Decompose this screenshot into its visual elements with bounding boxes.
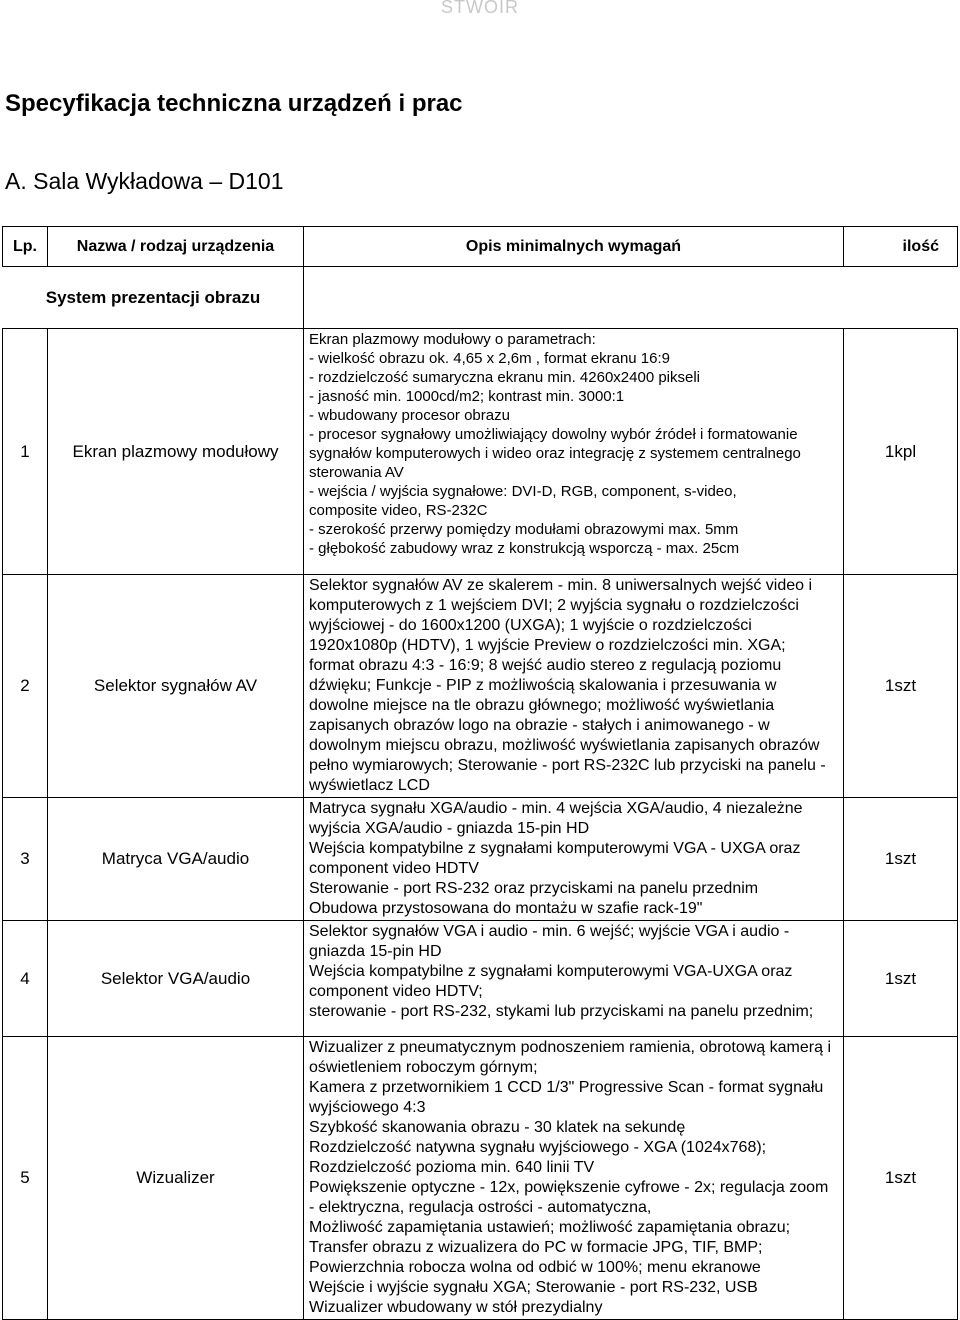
description-line: sterowanie - port RS-232, stykami lub przyciskami na panelu przednim; [309, 1003, 814, 1020]
description-line: Wejścia kompatybilne z sygnałami komputerowymi VGA-UXGA oraz [309, 963, 793, 980]
table-row [3, 921, 958, 1037]
row-quantity: 1szt [844, 575, 958, 798]
description-line: - jasność min. 1000cd/m2; kontrast min. 3000:1 [309, 388, 625, 405]
spec-table [2, 226, 958, 1320]
header-lp: Lp. [3, 227, 48, 267]
table-row [3, 329, 958, 575]
description-line: - elektryczna, regulacja ostrości - automatyczna, [309, 1199, 652, 1216]
description-line: Powiększenie optyczne - 12x, powiększenie cyfrowe - 2x; regulacja zoom [309, 1179, 829, 1196]
description-line: - procesor sygnałowy umożliwiający dowolny wybór źródeł i formatowanie [309, 426, 798, 443]
description-line: - wejścia / wyjścia sygnałowe: DVI-D, RGB, component, s-video, [309, 483, 737, 500]
row-description [304, 798, 844, 921]
description-line: - głębokość zabudowy wraz z konstrukcją wsporczą - max. 25cm [309, 540, 740, 557]
description-line: Możliwość zapamiętania ustawień; możliwość zapamiętania obrazu; [309, 1219, 791, 1236]
row-description [304, 329, 844, 575]
table-row [3, 1037, 958, 1320]
page-subtitle: A. Sala Wykładowa – D101 [5, 168, 284, 194]
page-title: Specyfikacja techniczna urządzeń i prac [5, 90, 463, 117]
header-qty: ilość [844, 227, 958, 267]
description-line: dowolne miejsce na tle obrazu głównego; możliwość wyświetlania [309, 697, 775, 714]
row-description [304, 921, 844, 1037]
description-line: Wejście i wyjście sygnału XGA; Sterowanie - port RS-232, USB [309, 1279, 758, 1296]
description-line: Transfer obrazu z wizualizera do PC w formacie JPG, TIF, BMP; [309, 1239, 763, 1256]
description-line: wyjściowego 4:3 [309, 1099, 426, 1116]
description-line: komputerowych z 1 wejściem DVI; 2 wyjścia sygnału o rozdzielczości [309, 597, 799, 614]
watermark: STWOIR [441, 0, 519, 17]
description-line: Ekran plazmowy modułowy o parametrach: [309, 331, 596, 348]
row-quantity: 1szt [844, 921, 958, 1037]
description-line: format obrazu 4:3 - 16:9; 8 wejść audio stereo z regulacją poziomu [309, 657, 782, 674]
description-line: Wizualizer wbudowany w stół prezydialny [309, 1299, 603, 1316]
description-line: sterowania AV [309, 464, 404, 481]
row-number: 3 [3, 798, 48, 921]
row-quantity: 1kpl [844, 329, 958, 575]
description-line: Matryca sygnału XGA/audio - min. 4 wejścia XGA/audio, 4 niezależne [309, 800, 803, 817]
row-number: 1 [3, 329, 48, 575]
description-line: Kamera z przetwornikiem 1 CCD 1/3" Progressive Scan - format sygnału [309, 1079, 824, 1096]
row-number: 4 [3, 921, 48, 1037]
row-device-name: Selektor VGA/audio [48, 921, 304, 1037]
description-line: sygnałów komputerowych i wideo oraz integrację z systemem centralnego [309, 445, 801, 462]
header-desc: Opis minimalnych wymagań [304, 227, 844, 267]
description-line: wyświetlacz LCD [309, 777, 430, 794]
description-line: Sterowanie - port RS-232 oraz przyciskami na panelu przednim [309, 880, 759, 897]
description-line: Powierzchnia robocza wolna od odbić w 100%; menu ekranowe [309, 1259, 761, 1276]
description-line: zapisanych obrazów logo na obrazie - stałych i animowanego - w [309, 717, 770, 734]
description-line: composite video, RS-232C [309, 502, 488, 519]
description-line: - rozdzielczość sumaryczna ekranu min. 4260x2400 pikseli [309, 369, 701, 386]
table-row [3, 575, 958, 798]
description-line: gniazda 15-pin HD [309, 943, 442, 960]
row-device-name: Selektor sygnałów AV [48, 575, 304, 798]
description-line: component video HDTV [309, 860, 479, 877]
description-line: Obudowa przystosowana do montażu w szafie rack-19" [309, 900, 703, 917]
description-line: wyjściowej - do 1600x1200 (UXGA); 1 wyjście o rozdzielczości [309, 617, 752, 634]
section-row [3, 267, 958, 329]
table-row [3, 798, 958, 921]
description-line: Wizualizer z pneumatycznym podnoszeniem ramienia, obrotową kamerą i [309, 1039, 831, 1056]
header-name: Nazwa / rodzaj urządzenia [48, 227, 304, 267]
description-line: Wejścia kompatybilne z sygnałami komputerowymi VGA - UXGA oraz [309, 840, 801, 857]
row-device-name: Ekran plazmowy modułowy [48, 329, 304, 575]
row-description [304, 1037, 844, 1320]
row-quantity: 1szt [844, 798, 958, 921]
description-line: oświetleniem roboczym górnym; [309, 1059, 538, 1076]
description-line: pełno wymiarowych; Sterowanie - port RS-232C lub przyciski na panelu - [309, 757, 826, 774]
row-quantity: 1szt [844, 1037, 958, 1320]
description-line: Rozdzielczość natywna sygnału wyjściowego - XGA (1024x768); [309, 1139, 767, 1156]
description-line: Szybkość skanowania obrazu - 30 klatek na sekundę [309, 1119, 686, 1136]
description-line: component video HDTV; [309, 983, 483, 1000]
description-line: Selektor sygnałów AV ze skalerem - min. 8 uniwersalnych wejść video i [309, 577, 813, 594]
row-device-name: Wizualizer [48, 1037, 304, 1320]
description-line: dowolnym miejscu obrazu, możliwość wyświetlania zapisanych obrazów [309, 737, 820, 754]
row-description [304, 575, 844, 798]
description-line: 1920x1080p (HDTV), 1 wyjście Preview o rozdzielczości min. XGA; [309, 637, 786, 654]
description-line: wyjścia XGA/audio - gniazda 15-pin HD [309, 820, 590, 837]
row-number: 5 [3, 1037, 48, 1320]
description-line: dźwięku; Funkcje - PIP z możliwością skalowania i przesuwania w [309, 677, 777, 694]
section-title: System prezentacji obrazu [3, 267, 304, 329]
row-number: 2 [3, 575, 48, 798]
description-line: Rozdzielczość pozioma min. 640 linii TV [309, 1159, 595, 1176]
description-line: - szerokość przerwy pomiędzy modułami obrazowymi max. 5mm [309, 521, 739, 538]
row-device-name: Matryca VGA/audio [48, 798, 304, 921]
description-line: - wbudowany procesor obrazu [309, 407, 510, 424]
description-line: - wielkość obrazu ok. 4,65 x 2,6m , format ekranu 16:9 [309, 350, 671, 367]
description-line: Selektor sygnałów VGA i audio - min. 6 wejść; wyjście VGA i audio - [309, 923, 790, 940]
table-header-row [3, 227, 958, 267]
